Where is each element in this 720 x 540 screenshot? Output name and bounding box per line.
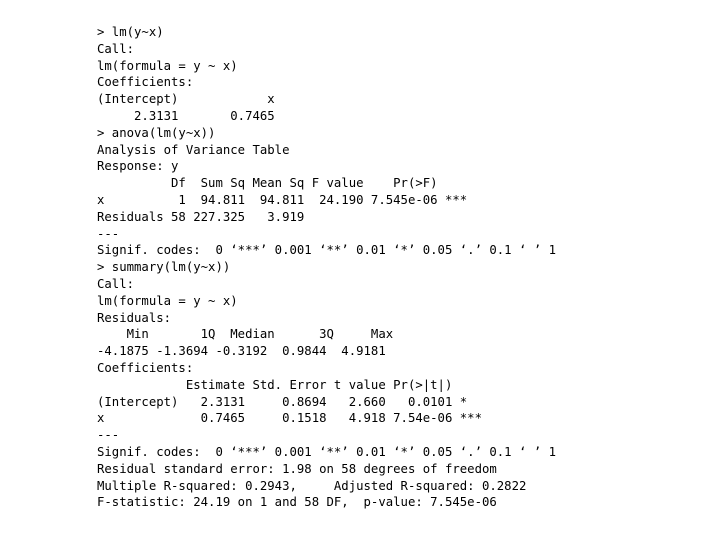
call-formula: lm(formula = y ~ x)	[97, 293, 238, 308]
call-formula: lm(formula = y ~ x)	[97, 58, 238, 73]
signif-codes: Signif. codes: 0 ‘***’ 0.001 ‘**’ 0.01 ‘*’ 0.05 ‘.’ 0.1 ‘ ’ 1	[97, 444, 557, 459]
command-summary: > summary(lm(y~x))	[97, 260, 231, 275]
separator: ---	[97, 226, 120, 241]
f-statistic-line: F-statistic: 24.19 on 1 and 58 DF, p-value: 7.545e-06	[97, 495, 497, 510]
anova-title: Analysis of Variance Table	[97, 142, 290, 157]
call-heading: Call:	[97, 41, 135, 56]
r-squared-line: Multiple R-squared: 0.2943, Adjusted R-squared: 0.2822	[97, 478, 527, 493]
anova-row-residuals: Residuals 58 227.325 3.919	[97, 209, 305, 224]
coef-table-header: Estimate Std. Error t value Pr(>|t|)	[97, 377, 453, 392]
residuals-header-row: Min 1Q Median 3Q Max	[97, 327, 394, 342]
anova-row-x: x 1 94.811 94.811 24.190 7.545e-06 ***	[97, 192, 468, 207]
coefficients-values-row: 2.3131 0.7465	[97, 108, 275, 123]
command-lm: > lm(y~x)	[97, 25, 164, 39]
coef-row-x: x 0.7465 0.1518 4.918 7.54e-06 ***	[97, 411, 482, 426]
separator: ---	[97, 428, 120, 443]
anova-table-header: Df Sum Sq Mean Sq F value Pr(>F)	[97, 176, 438, 191]
residuals-heading: Residuals:	[97, 310, 172, 325]
residual-standard-error: Residual standard error: 1.98 on 58 degrees of freedom	[97, 461, 497, 476]
coefficients-heading: Coefficients:	[97, 360, 194, 375]
signif-codes: Signif. codes: 0 ‘***’ 0.001 ‘**’ 0.01 ‘*’ 0.05 ‘.’ 0.1 ‘ ’ 1	[97, 243, 557, 258]
r-console-output	[97, 24, 556, 511]
coef-row-intercept: (Intercept) 2.3131 0.8694 2.660 0.0101 *	[97, 394, 468, 409]
coefficients-heading: Coefficients:	[97, 75, 194, 90]
call-heading: Call:	[97, 276, 135, 291]
command-anova: > anova(lm(y~x))	[97, 125, 216, 140]
coefficients-header-row: (Intercept) x	[97, 92, 275, 107]
residuals-values-row: -4.1875 -1.3694 -0.3192 0.9844 4.9181	[97, 344, 386, 359]
anova-response: Response: y	[97, 159, 179, 174]
